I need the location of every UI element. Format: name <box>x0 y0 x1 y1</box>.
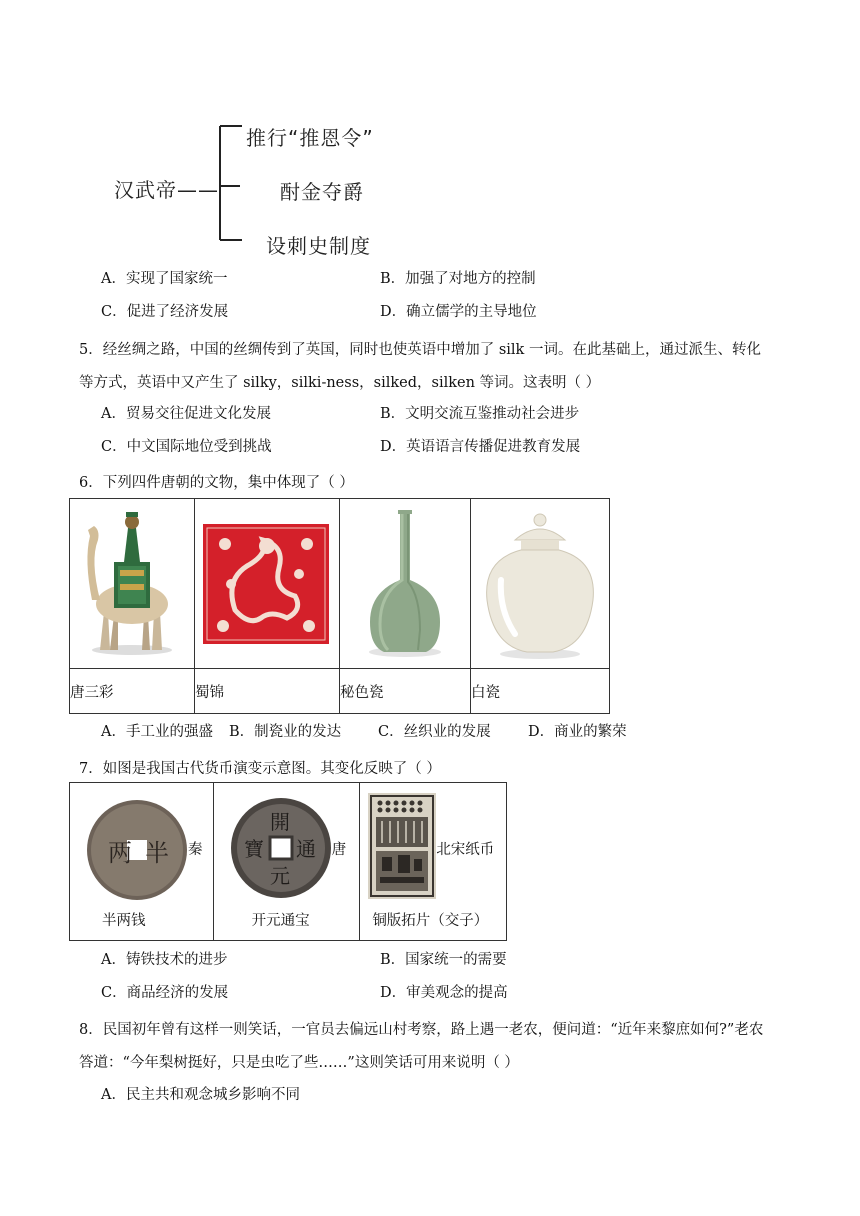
banliang-coin-icon <box>82 795 192 905</box>
caption-baici: 白瓷 <box>471 669 610 714</box>
q4-option-b[interactable]: B．加强了对地方的控制 <box>380 271 536 287</box>
q5-option-d[interactable]: D．英语语言传播促进教育发展 <box>380 439 581 455</box>
kaiyuan-char-top: 開 <box>269 810 290 834</box>
caption-jiaozi: 铜版拓片（交子） <box>372 913 489 929</box>
q5-option-c[interactable]: C．中文国际地位受到挑战 <box>101 439 272 455</box>
kaiyuan-char-right: 通 <box>295 837 316 861</box>
dynasty-tang: 唐 <box>331 842 347 858</box>
q7-currency-table <box>69 782 507 941</box>
q6-option-a[interactable]: A．手工业的强盛 <box>101 724 213 740</box>
diagram-root: 汉武帝—— <box>114 178 219 202</box>
q5-option-b[interactable]: B．文明交流互鉴推动社会进步 <box>380 406 580 422</box>
q5-option-a[interactable]: A．贸易交往促进文化发展 <box>101 406 271 422</box>
caption-shujin: 蜀锦 <box>195 669 340 714</box>
white-porcelain-jar-icon <box>471 500 609 668</box>
kaiyuan-coin-icon <box>226 793 336 903</box>
q4-option-c[interactable]: C．促进了经济发展 <box>101 304 229 320</box>
q7-option-b[interactable]: B．国家统一的需要 <box>380 952 507 968</box>
kaiyuan-char-bottom: 元 <box>269 864 290 888</box>
coin-kaiyuan-cell <box>213 783 360 941</box>
q6-option-c[interactable]: C．丝织业的发展 <box>378 724 491 740</box>
q7-option-c[interactable]: C．商品经济的发展 <box>101 985 229 1001</box>
dynasty-song: 北宋纸币 <box>436 842 495 858</box>
diagram-branch-1: 推行“推恩令” <box>246 126 374 150</box>
q8-stem-line2: 答道：“今年梨树挺好，只是虫吃了些……”这则笑话可用来说明（ ） <box>79 1055 519 1071</box>
q5-stem-line1: 5．经丝绸之路，中国的丝绸传到了英国，同时也使英语中增加了 silk 一词。在此基础上，通过派生、转化 <box>79 342 761 358</box>
q8-stem-line1: 8．民国初年曾有这样一则笑话，一官员去偏远山村考察，路上遇一老农，便问道：“近年来黎庶如何?”老农 <box>79 1022 764 1038</box>
sancai-camel-icon <box>70 500 194 668</box>
q7-option-d[interactable]: D．审美观念的提高 <box>380 985 508 1001</box>
jiaozi-cell <box>360 783 507 941</box>
q6-artifact-table <box>69 498 610 714</box>
q6-option-b[interactable]: B．制瓷业的发达 <box>229 724 342 740</box>
kaiyuan-char-left: 寶 <box>243 837 264 861</box>
artifact-shujin-cell <box>195 499 340 669</box>
q7-stem: 7．如图是我国古代货币演变示意图。其变化反映了（ ） <box>79 761 441 777</box>
q4-option-d[interactable]: D．确立儒学的主导地位 <box>380 304 537 320</box>
q4-option-a[interactable]: A．实现了国家统一 <box>101 271 228 287</box>
q8-option-a[interactable]: A．民主共和观念城乡影响不同 <box>101 1087 300 1103</box>
diagram-branch-2: 酎金夺爵 <box>280 180 364 204</box>
shujin-brocade-icon <box>195 500 339 668</box>
dynasty-qin: 秦 <box>188 842 203 858</box>
banliang-char-2: 半 <box>145 839 169 867</box>
q6-stem: 6．下列四件唐朝的文物，集中体现了（ ） <box>79 475 354 491</box>
artifact-mise-cell <box>340 499 471 669</box>
celadon-vase-icon <box>340 500 470 668</box>
caption-mise: 秘色瓷 <box>340 669 471 714</box>
caption-banliang: 半两钱 <box>102 913 146 929</box>
jiaozi-print-icon <box>368 793 436 899</box>
coin-banliang-cell <box>70 783 214 941</box>
q6-option-d[interactable]: D．商业的繁荣 <box>528 724 627 740</box>
caption-kaiyuan: 开元通宝 <box>251 913 310 929</box>
artifact-baici-cell <box>471 499 610 669</box>
diagram-branch-3: 设刺史制度 <box>266 234 371 258</box>
artifact-sancai-cell <box>70 499 195 669</box>
caption-sancai: 唐三彩 <box>70 669 195 714</box>
banliang-char-1: 两 <box>108 839 132 867</box>
q7-option-a[interactable]: A．铸铁技术的进步 <box>101 952 228 968</box>
q5-stem-line2: 等方式，英语中又产生了 silky，silki-ness，silked，silken 等词。这表明（ ） <box>79 375 601 391</box>
